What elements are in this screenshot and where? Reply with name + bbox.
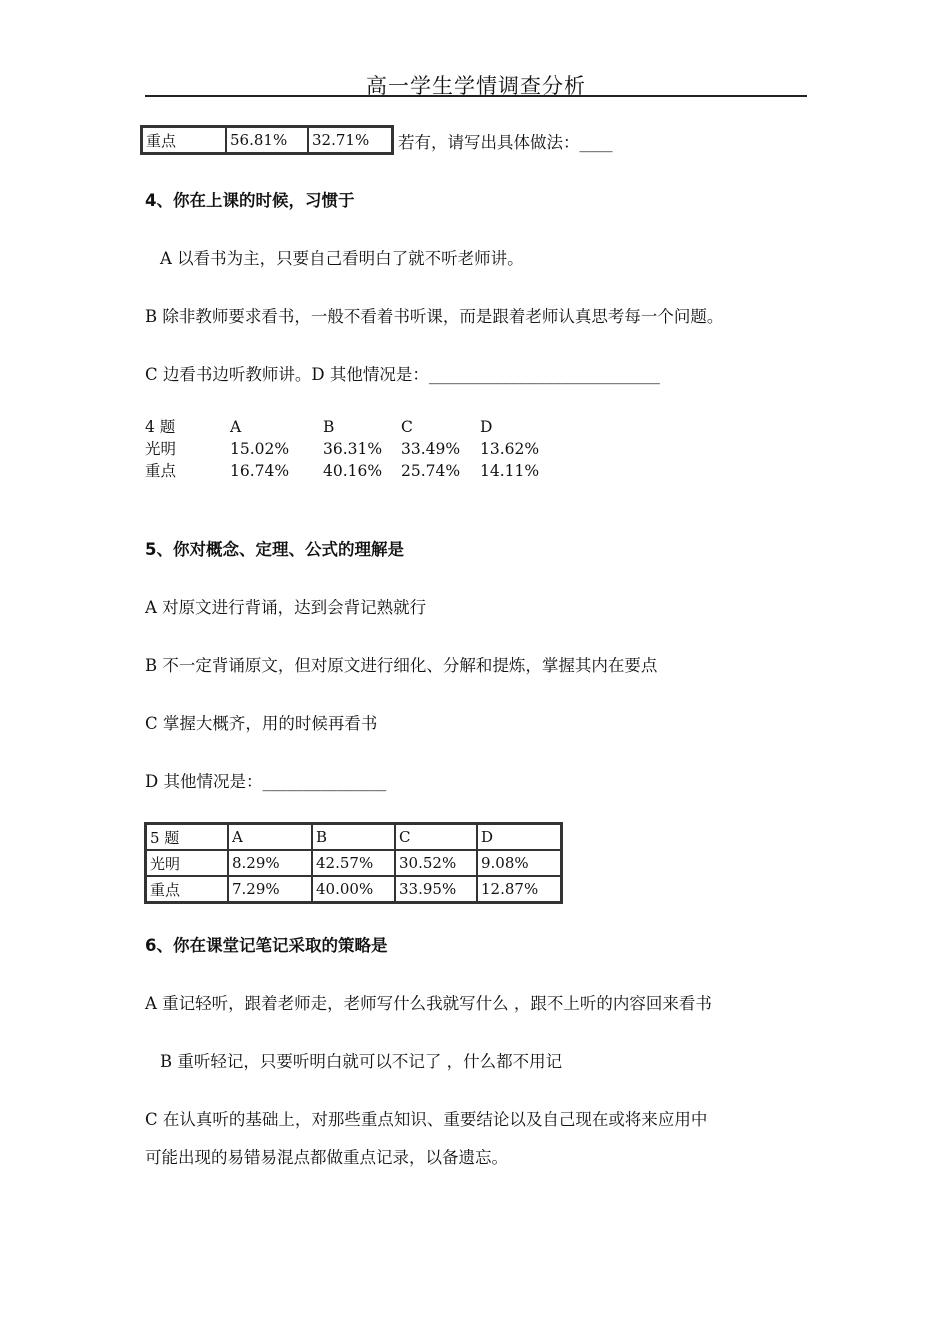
table-cell: A [228,824,312,850]
table-cell: 12.87% [477,876,561,902]
page-header-title: 高一学生学情调查分析 [366,74,586,98]
table-cell: 40.16% [323,462,383,480]
table-cell: 重点 [145,462,177,480]
table-cell: D [477,824,561,850]
q5-option-d: D 其他情况是：_______________ [145,772,387,791]
q4-option-b: B 除非教师要求看书，一般不看着书听课，而是跟着老师认真思考每一个问题。 [145,307,724,326]
table-cell: 36.31% [323,440,383,458]
q5-option-c: C 掌握大概齐，用的时候再看书 [145,714,378,733]
table-cell: 光明 [145,440,177,458]
table-cell: D [480,418,493,436]
table-cell: 光明 [146,850,228,876]
table-cell: C [395,824,477,850]
table-row [142,127,392,153]
table-row [145,460,539,482]
q5-result-table [144,822,563,904]
table-cell: B [312,824,395,850]
table-row [146,876,561,902]
table-cell: 30.52% [395,850,477,876]
q6-option-b: B 重听轻记，只要听明白就可以不记了 ，什么都不用记 [160,1052,563,1071]
table-cell: 重点 [142,127,226,153]
table-cell: 4 题 [145,418,176,436]
table-cell: 33.95% [395,876,477,902]
table-row [146,824,561,850]
q4-option-cd: C 边看书边听教师讲。D 其他情况是：____________________________ [145,365,660,384]
table-row [145,438,539,460]
table-cell: 14.11% [480,462,540,480]
q4-result-table [145,416,539,482]
question-6: 6、你在课堂记笔记采取的策略是 [145,936,388,955]
question-4: 4、你在上课的时候，习惯于 [145,191,355,210]
q6-option-c-line1: C 在认真听的基础上，对那些重点知识、重要结论以及自己现在或将来应用中 [145,1110,708,1129]
table-cell: 8.29% [228,850,312,876]
table-cell: C [401,418,413,436]
table-cell: 5 题 [146,824,228,850]
header-rule [145,95,807,97]
table-row [146,850,561,876]
table-cell: 9.08% [477,850,561,876]
table-cell: 15.02% [230,440,290,458]
table-cell: 33.49% [401,440,461,458]
table-cell: 25.74% [401,462,461,480]
table-cell: 32.71% [308,127,392,153]
q5-option-a: A 对原文进行背诵，达到会背记熟就行 [145,598,427,617]
table-cell: B [323,418,335,436]
q5-option-b: B 不一定背诵原文，但对原文进行细化、分解和提炼，掌握其内在要点 [145,656,658,675]
table-cell: 13.62% [480,440,540,458]
table-cell: 42.57% [312,850,395,876]
table-cell: 56.81% [226,127,308,153]
q3-result-table [140,125,394,155]
q6-option-c-line2: 可能出现的易错易混点都做重点记录，以备遗忘。 [145,1148,508,1167]
table-cell: 重点 [146,876,228,902]
table-cell: 40.00% [312,876,395,902]
question-5: 5、你对概念、定理、公式的理解是 [145,540,404,559]
q3-followup-text: 若有，请写出具体做法：____ [398,133,613,152]
table-cell: 16.74% [230,462,290,480]
table-row [145,416,539,438]
table-cell: A [230,418,242,436]
table-cell: 7.29% [228,876,312,902]
q6-option-a: A 重记轻听，跟着老师走，老师写什么我就写什么 ，跟不上听的内容回来看书 [145,994,712,1013]
q4-option-a: A 以看书为主，只要自己看明白了就不听老师讲。 [160,249,524,268]
